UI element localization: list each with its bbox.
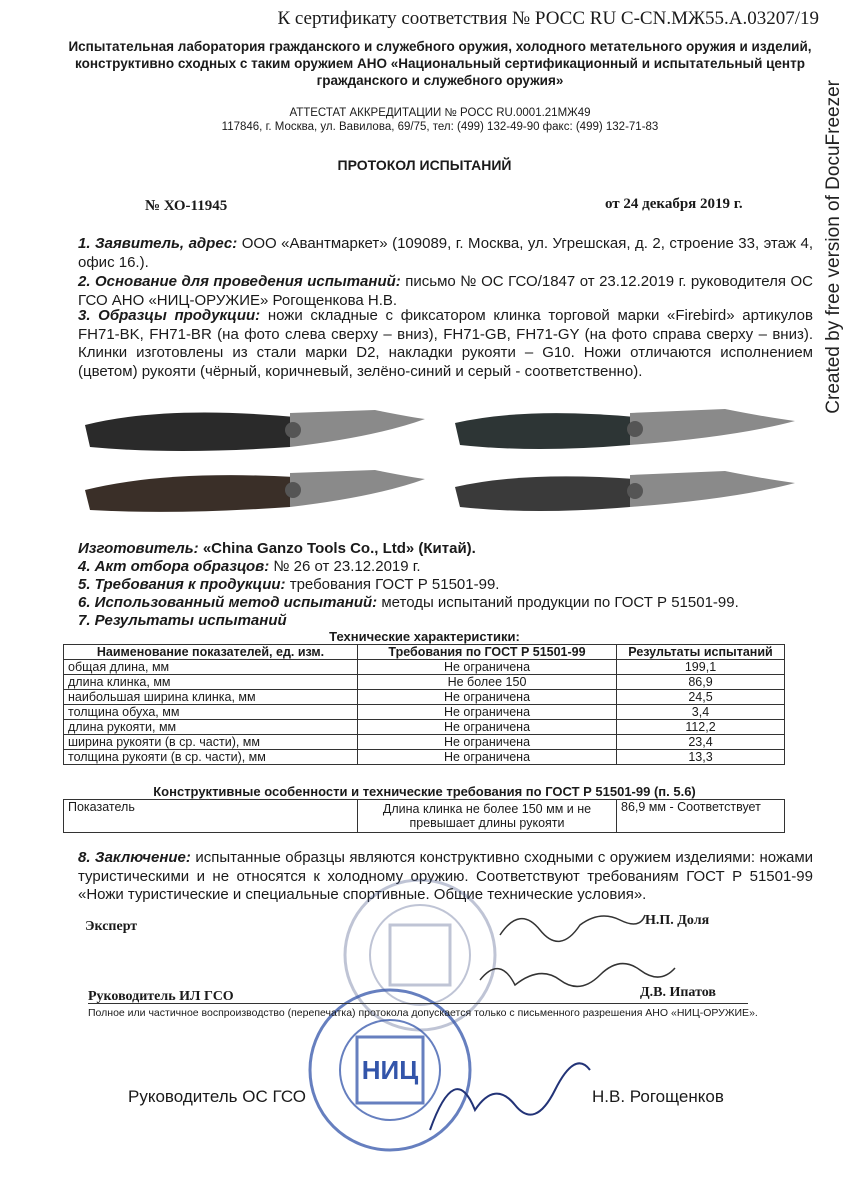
lab-line: Испытательная лаборатория гражданского и служебного оружия, холодного метательного оружия и изделий,: [68, 39, 812, 54]
tech-table: [63, 644, 785, 765]
table-header: Результаты испытаний: [617, 645, 785, 660]
table-cell: ширина рукояти (в ср. части), мм: [64, 735, 358, 750]
item-basis: [78, 273, 813, 310]
table-row: [64, 750, 785, 765]
watermark: Created by free version of DocuFreezer: [823, 80, 844, 414]
item-results: [78, 612, 813, 631]
item-text: методы испытаний продукции по ГОСТ Р 51501-99.: [381, 594, 739, 611]
signature-expert: [490, 895, 650, 950]
table-header: Наименование показателей, ед. изм.: [64, 645, 358, 660]
lab-line: конструктивно сходных с таким оружием АНО «Национальный сертификационный и испытательный центр: [75, 56, 805, 71]
knife-photo: [85, 410, 425, 451]
item-label: 7. Результаты испытаний: [78, 612, 287, 629]
os-head-name: Н.В. Рогощенков: [592, 1087, 724, 1106]
item-text: «China Ganzo Tools Co., Ltd» (Китай).: [202, 540, 476, 557]
table-cell: 13,3: [617, 750, 785, 765]
address-line: 117846, г. Москва, ул. Вавилова, 69/75, тел: (499) 132-49-90 факс: (499) 132-71-83: [221, 121, 659, 133]
item-label: 6. Использованный метод испытаний:: [78, 594, 378, 611]
table-cell: Не ограничена: [358, 750, 617, 765]
table-cell: 23,4: [617, 735, 785, 750]
table-cell: 86,9: [617, 675, 785, 690]
table-cell: толщина рукояти (в ср. части), мм: [64, 750, 358, 765]
table-cell: общая длина, мм: [64, 660, 358, 675]
item-label: Изготовитель:: [78, 540, 199, 557]
head-label: Руководитель ИЛ ГСО: [88, 989, 234, 1004]
item-label: 1. Заявитель, адрес:: [78, 235, 238, 252]
item-text: письмо № ОС ГСО/1847 от 23.12.2019 г. руководителя ОС ГСО АНО «НИЦ-ОРУЖИЕ» Рогощенкова Н.В.: [78, 273, 814, 309]
design-table-caption: Конструктивные особенности и технические требования по ГОСТ Р 51501-99 (п. 5.6): [153, 784, 696, 799]
table-cell: Не ограничена: [358, 720, 617, 735]
table-row: [64, 690, 785, 705]
item-text: требования ГОСТ Р 51501-99.: [289, 576, 500, 593]
head-name: Д.В. Ипатов: [640, 985, 716, 1000]
os-head-label: Руководитель ОС ГСО: [128, 1087, 307, 1106]
table-row: [64, 720, 785, 735]
table-cell: 199,1: [617, 660, 785, 675]
table-row: [64, 675, 785, 690]
item-act: [78, 558, 813, 577]
signature-os: [415, 1050, 595, 1145]
table-cell: 3,4: [617, 705, 785, 720]
table-cell: 112,2: [617, 720, 785, 735]
table-cell: Не ограничена: [358, 690, 617, 705]
table-cell: 24,5: [617, 690, 785, 705]
design-table: [63, 799, 785, 833]
tech-table-caption: Технические характеристики:: [329, 629, 520, 644]
item-samples: [78, 307, 813, 381]
table-cell: [358, 800, 617, 833]
divider: [88, 1003, 748, 1004]
item-label: 2. Основание для проведения испытаний:: [78, 273, 401, 290]
item-text: ООО «Авантмаркет» (109089, г. Москва, ул. Угрешская, д. 2, строение 33, этаж 4, офис 16.).: [78, 235, 814, 271]
table-row: [64, 660, 785, 675]
cell-line: Длина клинка не более 150 мм и не: [382, 802, 592, 816]
table-cell: Показатель: [64, 800, 358, 833]
table-cell: длина клинка, мм: [64, 675, 358, 690]
reproduction-notice: Полное или частичное воспроизводство (перепечатка) протокола допускается только с письменного разрешения АНО «НИЦ-ОРУЖИЕ».: [88, 1007, 758, 1019]
table-header-row: [64, 645, 785, 660]
accreditation-line: АТТЕСТАТ АККРЕДИТАЦИИ № РОСС RU.0001.21МЖ49: [289, 107, 591, 119]
lab-header: [60, 38, 820, 89]
item-method: [78, 594, 813, 613]
table-cell: Не ограничена: [358, 660, 617, 675]
table-row: [64, 800, 785, 833]
table-cell: Не более 150: [358, 675, 617, 690]
knife-photo: [455, 471, 795, 511]
table-cell: 86,9 мм - Соответствует: [617, 800, 785, 833]
item-applicant: [78, 235, 813, 272]
protocol-number: № ХО-11945: [145, 198, 228, 214]
certificate-reference: К сертификату соответствия № РОСС RU C-CN.МЖ55.А.03207/19: [277, 8, 819, 29]
item-label: 8. Заключение:: [78, 849, 191, 866]
cell-line: превышает длины рукояти: [409, 816, 565, 830]
item-text: испытанные образцы являются конструктивно сходными с оружием изделиями: ножами туристическими и не относятся к холодному оружию. Соответствуют требованиям ГОСТ Р 51501-99 «Ножи туристические и специальные спортивные. Общие технические условия».: [78, 849, 814, 903]
knife-photos: [75, 395, 805, 525]
lab-line: гражданского и служебного оружия»: [316, 73, 564, 88]
expert-name: Н.П. Доля: [645, 913, 710, 928]
table-cell: Не ограничена: [358, 735, 617, 750]
table-cell: наибольшая ширина клинка, мм: [64, 690, 358, 705]
protocol-date: от 24 декабря 2019 г.: [605, 196, 743, 212]
item-text: № 26 от 23.12.2019 г.: [273, 558, 421, 575]
item-label: 3. Образцы продукции:: [78, 307, 261, 324]
item-label: 4. Акт отбора образцов:: [78, 558, 270, 575]
item-label: 5. Требования к продукции:: [78, 576, 286, 593]
item-manufacturer: [78, 540, 813, 559]
stamp-text: НИЦ: [361, 1055, 419, 1085]
protocol-title: ПРОТОКОЛ ИСПЫТАНИЙ: [337, 157, 512, 173]
item-text: ножи складные с фиксатором клинка торговой марки «Firebird» артикулов FH71-BK, FH71-BR (на фото слева сверху – вниз), FH71-GB, FH71-GY (на фото справа сверху – вниз). Клинки изготовлены из стали марки D2, накладки рукояти – G10. Ножи отличаются исполнением (цветом) рукояти (чёрный, коричневый, зелёно-синий и серый - соответственно).: [78, 307, 813, 380]
item-requirements: [78, 576, 813, 595]
expert-label: Эксперт: [85, 919, 138, 934]
table-cell: Не ограничена: [358, 705, 617, 720]
table-cell: длина рукояти, мм: [64, 720, 358, 735]
table-row: [64, 735, 785, 750]
table-cell: толщина обуха, мм: [64, 705, 358, 720]
accreditation-block: [60, 106, 820, 134]
knife-photo: [85, 470, 425, 512]
table-row: [64, 705, 785, 720]
table-header: Требования по ГОСТ Р 51501-99: [358, 645, 617, 660]
knife-photo: [455, 409, 795, 449]
